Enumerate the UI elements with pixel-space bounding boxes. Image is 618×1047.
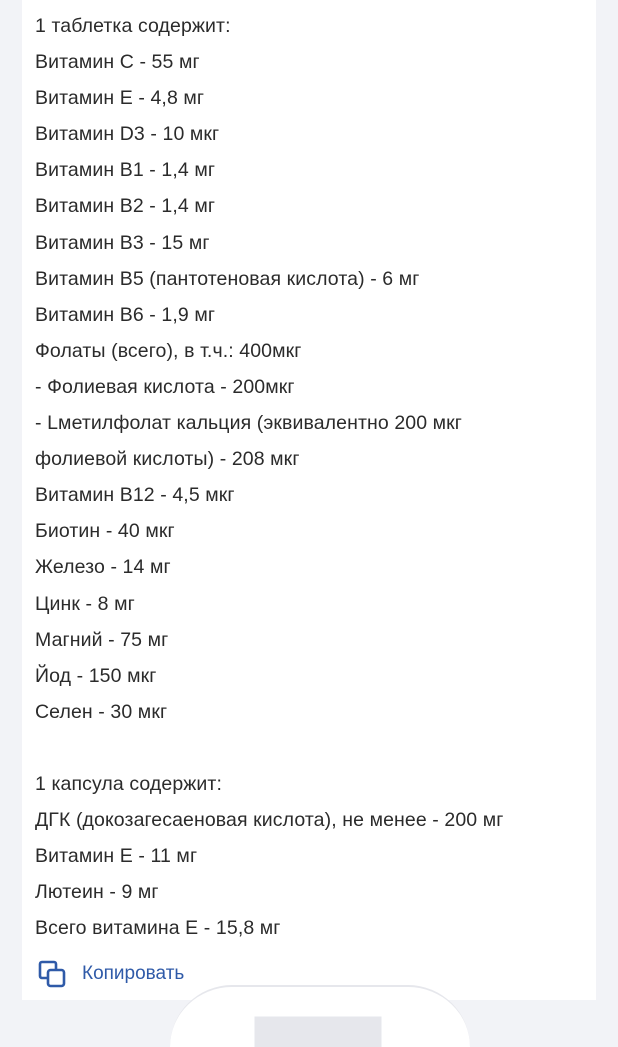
ingredient-line: Лютеин - 9 мг bbox=[35, 881, 159, 904]
ingredient-line: Витамин В5 (пантотеновая кислота) - 6 мг bbox=[35, 267, 420, 290]
copy-icon bbox=[36, 958, 68, 990]
ingredient-line: Всего витамина Е - 15,8 мг bbox=[35, 917, 281, 940]
ingredient-line: Витамин В6 - 1,9 мг bbox=[35, 303, 216, 326]
bottom-sheet-handle bbox=[170, 985, 470, 1047]
message-card bbox=[22, 0, 596, 1000]
copy-button[interactable] bbox=[36, 957, 184, 991]
ingredient-line: Цинк - 8 мг bbox=[35, 592, 135, 615]
copy-label: Копировать bbox=[82, 963, 185, 984]
ingredient-line: - Фолиевая кислота - 200мкг bbox=[35, 375, 295, 398]
ingredient-line: Витамин В12 - 4,5 мкг bbox=[35, 484, 235, 507]
ingredient-line: Витамин Е - 11 мг bbox=[35, 845, 198, 868]
ingredient-line: Железо - 14 мг bbox=[35, 556, 171, 579]
ingredient-line: - Lметилфолат кальция (эквивалентно 200 мкг bbox=[35, 412, 463, 435]
composition-text bbox=[35, 8, 586, 946]
ingredient-line: Селен - 30 мкг bbox=[35, 700, 168, 723]
ingredient-line: Витамин В3 - 15 мг bbox=[35, 231, 210, 254]
section-heading-capsule: 1 капсула содержит: bbox=[35, 772, 222, 795]
blank-line bbox=[35, 730, 586, 766]
ingredient-line: Фолаты (всего), в т.ч.: 400мкг bbox=[35, 339, 302, 362]
ingredient-line: Йод - 150 мкг bbox=[35, 664, 157, 687]
ingredient-line: Витамин С - 55 мг bbox=[35, 51, 200, 74]
section-heading-tablet: 1 таблетка содержит: bbox=[35, 15, 231, 37]
ingredient-line: Витамин D3 - 10 мкг bbox=[35, 123, 220, 146]
ingredient-line: Биотин - 40 мкг bbox=[35, 520, 175, 543]
ingredient-line: ДГК (докозагесаеновая кислота), не менее - 200 мг bbox=[35, 809, 504, 832]
ingredient-line: Витамин В2 - 1,4 мг bbox=[35, 195, 216, 218]
ingredient-line: Витамин Е - 4,8 мг bbox=[35, 87, 205, 110]
ingredient-line: Магний - 75 мг bbox=[35, 628, 169, 651]
ingredient-line: фолиевой кислоты) - 208 мкг bbox=[35, 448, 300, 471]
ingredient-line: Витамин В1 - 1,4 мг bbox=[35, 159, 216, 182]
